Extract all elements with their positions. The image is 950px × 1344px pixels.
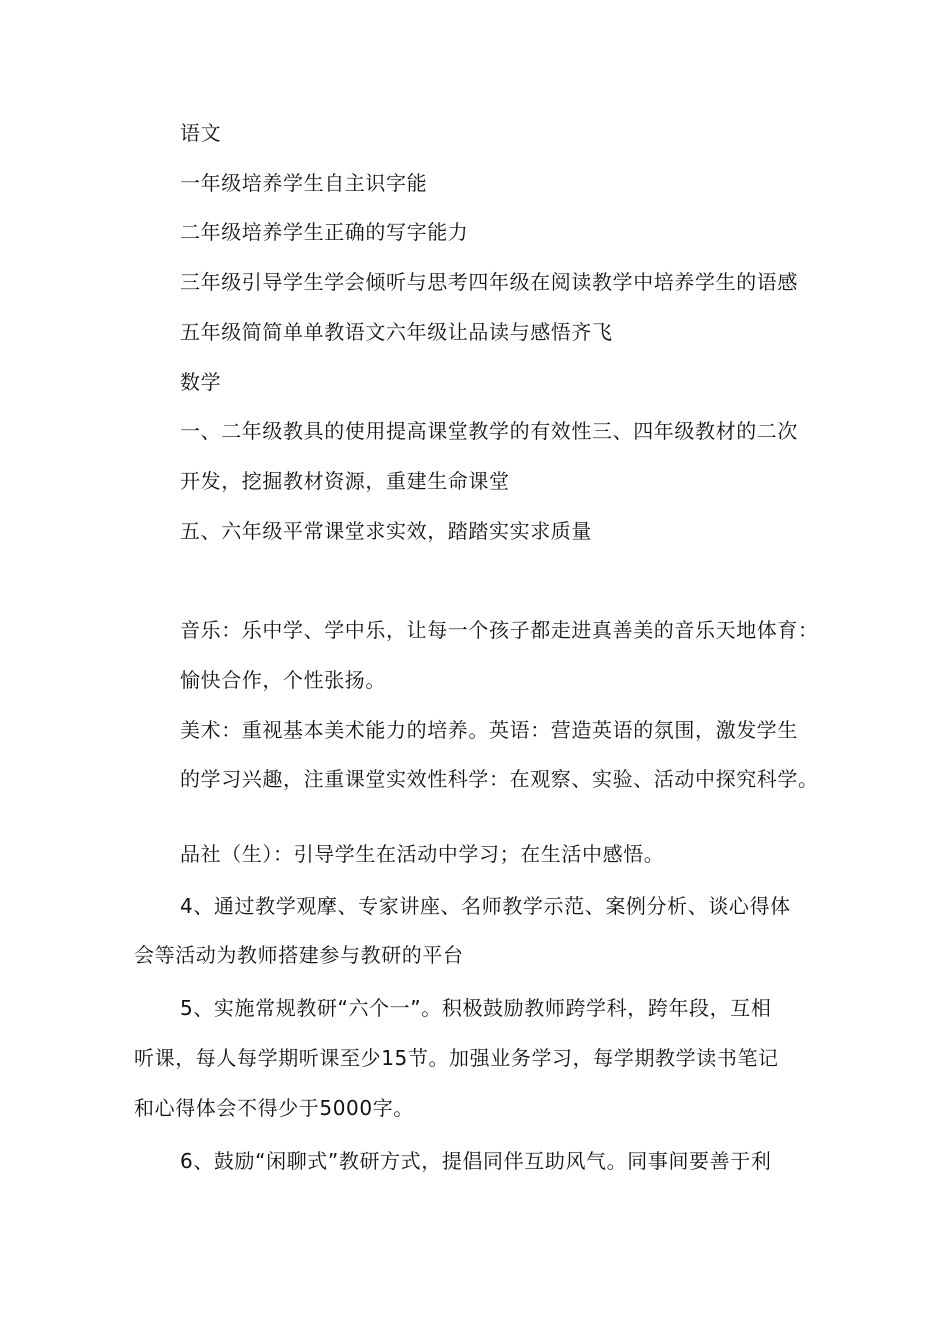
- music-line-2: 愉快合作，个性张扬。: [180, 668, 386, 692]
- item6-line-1: 6、鼓励“闲聊式”教研方式，提倡同伴互助风气。同事间要善于利: [180, 1149, 772, 1173]
- item4-line-2: 会等活动为教师搭建参与教研的平台: [134, 943, 464, 967]
- yuwen-line-3: 三年级引导学生学会倾听与思考四年级在阅读教学中培养学生的语感: [180, 270, 798, 294]
- art-line-1: 美术：重视基本美术能力的培养。英语：营造英语的氛围，激发学生: [180, 718, 798, 742]
- shuxue-line-1: 一、二年级教具的使用提高课堂教学的有效性三、四年级教材的二次: [180, 419, 798, 443]
- pinshe-line: 品社（生）：引导学生在活动中学习；在生活中感悟。: [180, 842, 665, 866]
- yuwen-heading: 语文: [180, 121, 222, 145]
- item5-line-2: 听课，每人每学期听课至少15节。加强业务学习，每学期教学读书笔记: [134, 1046, 779, 1070]
- item5-line-1: 5、实施常规教研“六个一”。积极鼓励教师跨学科，跨年段，互相: [180, 996, 772, 1020]
- yuwen-line-4: 五年级简简单单教语文六年级让品读与感悟齐飞: [180, 320, 613, 344]
- yuwen-line-1: 一年级培养学生自主识字能: [180, 171, 428, 195]
- art-line-2: 的学习兴趣，注重课堂实效性科学：在观察、实验、活动中探究科学。: [180, 767, 819, 791]
- shuxue-heading: 数学: [180, 370, 222, 394]
- item4-line-1: 4、通过教学观摩、专家讲座、名师教学示范、案例分析、谈心得体: [180, 894, 791, 918]
- music-line-1: 音乐：乐中学、学中乐，让每一个孩子都走进真善美的音乐天地体育：: [180, 618, 819, 642]
- shuxue-line-2: 开发，挖掘教材资源，重建生命课堂: [180, 469, 510, 493]
- item5-line-3: 和心得体会不得少于5000字。: [134, 1096, 414, 1120]
- yuwen-line-2: 二年级培养学生正确的写字能力: [180, 220, 469, 244]
- shuxue-line-3: 五、六年级平常课堂求实效，踏踏实实求质量: [180, 519, 592, 543]
